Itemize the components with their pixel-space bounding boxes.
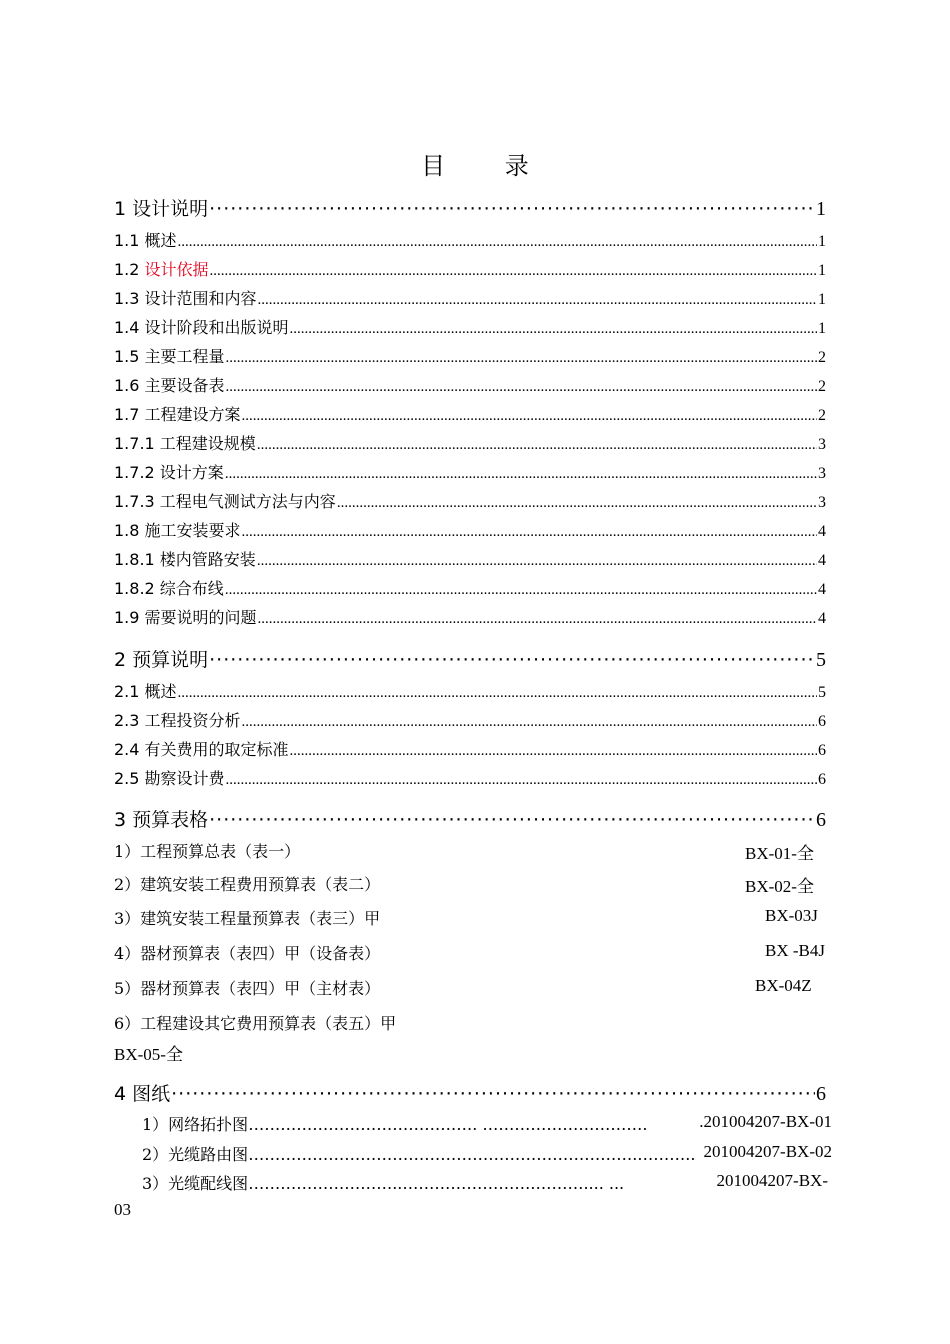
toc-entry-1-8[interactable] xyxy=(114,518,826,541)
toc-entry-label: 1.8.2 综合布线 xyxy=(114,579,224,598)
dot-leader xyxy=(225,466,817,483)
budget-table-code: BX -B4J xyxy=(765,941,825,960)
toc-page-number: 4 xyxy=(818,552,826,569)
toc-entry-label: 1.8.1 楼内管路安装 xyxy=(114,550,256,569)
toc-page-number: 6 xyxy=(818,713,826,730)
drawing-code-continued: 03 xyxy=(114,1200,131,1219)
toc-entry-1-6[interactable] xyxy=(114,373,826,396)
budget-table-entry[interactable] xyxy=(114,941,844,964)
toc-page-number: 6 xyxy=(818,771,826,788)
dot-leader xyxy=(178,685,817,702)
toc-page-number: 4 xyxy=(818,610,826,627)
budget-table-label: 1）工程预算总表（表一） xyxy=(114,842,301,861)
toc-page-number: 2 xyxy=(818,349,826,366)
toc-entry-4[interactable] xyxy=(114,1079,826,1106)
toc-entry-label: 1.1 概述 xyxy=(114,231,177,250)
budget-table-entry[interactable] xyxy=(114,839,844,862)
toc-entry-label: 2.5 勘察设计费 xyxy=(114,769,225,788)
toc-entry-1-9[interactable] xyxy=(114,605,826,628)
budget-table-label: 5）器材预算表（表四）甲（主材表） xyxy=(114,979,381,998)
toc-page-number: 6 xyxy=(816,1083,826,1105)
toc-entry-highlighted-text: 设计依据 xyxy=(144,260,209,279)
budget-table-code: BX-02-全 xyxy=(745,877,814,896)
toc-entry-label: 1.7 工程建设方案 xyxy=(114,405,241,424)
toc-page-number: 1 xyxy=(818,320,826,337)
toc-entry-1-7-2[interactable] xyxy=(114,460,826,483)
toc-page-number: 3 xyxy=(818,436,826,453)
toc-entry-2[interactable] xyxy=(114,645,826,672)
toc-entry-label: 2.4 有关费用的取定标准 xyxy=(114,740,289,759)
drawing-code: .201004207-BX-01 xyxy=(699,1112,832,1131)
budget-table-code: BX-04Z xyxy=(755,976,812,995)
toc-entry-label: 2.1 概述 xyxy=(114,682,177,701)
budget-table-label: 3）建筑安装工程量预算表（表三）甲 xyxy=(114,909,381,928)
toc-entry-label: 1 设计说明 xyxy=(114,198,209,220)
toc-entry-label: 1.9 需要说明的问题 xyxy=(114,608,257,627)
toc-entry-1-7[interactable] xyxy=(114,402,826,425)
dot-leader xyxy=(178,234,817,251)
toc-entry-label: 2 预算说明 xyxy=(114,649,209,671)
budget-table-code: BX-03J xyxy=(765,906,818,925)
toc-entry-1-2[interactable] xyxy=(114,257,826,280)
dot-leader xyxy=(242,408,817,425)
toc-page-number: 3 xyxy=(818,465,826,482)
toc-entry-1-8-1[interactable] xyxy=(114,547,826,570)
budget-table-code: BX-05-全 xyxy=(114,1045,183,1064)
budget-table-entry[interactable] xyxy=(114,1011,844,1034)
toc-entry-1-7-3[interactable] xyxy=(114,489,826,512)
toc-entry-3[interactable] xyxy=(114,805,826,832)
dot-leader xyxy=(258,292,817,309)
dot-leader xyxy=(209,809,815,831)
toc-entry-label: 2.3 工程投资分析 xyxy=(114,711,241,730)
drawing-label: 3）光缆配线图 xyxy=(142,1174,249,1193)
dot-leader xyxy=(226,350,817,367)
budget-table-entry[interactable] xyxy=(114,906,844,929)
toc-entry-1-5[interactable] xyxy=(114,344,826,367)
dot-leader xyxy=(210,263,817,280)
dot-leader xyxy=(337,495,817,512)
budget-table-code: BX-01-全 xyxy=(745,844,814,863)
dot-leader xyxy=(209,649,815,671)
toc-entry-label: 1.5 主要工程量 xyxy=(114,347,225,366)
toc-entry-2-3[interactable] xyxy=(114,708,826,731)
budget-table-entry[interactable] xyxy=(114,872,844,895)
toc-page-number: 4 xyxy=(818,581,826,598)
drawing-code: 201004207-BX-02 xyxy=(703,1142,832,1161)
page-title: 目 录 xyxy=(421,152,555,180)
toc-page-number: 3 xyxy=(818,494,826,511)
dot-leader xyxy=(226,772,817,789)
dot-leader xyxy=(290,321,817,338)
toc-entry-label xyxy=(114,257,209,280)
toc-entry-1[interactable] xyxy=(114,194,826,221)
drawing-label: 1）网络拓扑图 xyxy=(142,1115,249,1134)
toc-page-number: 1 xyxy=(816,198,826,220)
dot-leader xyxy=(171,1083,815,1105)
dot-leader xyxy=(242,714,817,731)
budget-table-label: 4）器材预算表（表四）甲（设备表） xyxy=(114,944,381,963)
toc-page-number: 5 xyxy=(816,649,826,671)
toc-page-number: 1 xyxy=(818,233,826,250)
toc-entry-1-3[interactable] xyxy=(114,286,826,309)
toc-entry-label: 1.4 设计阶段和出版说明 xyxy=(114,318,289,337)
toc-entry-2-4[interactable] xyxy=(114,737,826,760)
dot-leader xyxy=(258,611,817,628)
dot-leader: ……………………………………………………………….……….. xyxy=(248,1145,696,1164)
toc-entry-label: 1.7.1 工程建设规模 xyxy=(114,434,256,453)
budget-table-label: 6）工程建设其它费用预算表（表五）甲 xyxy=(114,1014,397,1033)
dot-leader: ………………………..…………………….……….... ... xyxy=(248,1174,625,1193)
toc-page-number: 2 xyxy=(818,378,826,395)
budget-table-entry[interactable] xyxy=(114,976,844,999)
toc-page-number: 2 xyxy=(818,407,826,424)
toc-page-number: 6 xyxy=(818,742,826,759)
drawing-entry[interactable] xyxy=(142,1171,828,1194)
toc-entry-label: 1.7.3 工程电气测试方法与内容 xyxy=(114,492,336,511)
drawing-code: 201004207-BX- xyxy=(716,1171,828,1190)
dot-leader xyxy=(226,379,817,396)
toc-page-number: 4 xyxy=(818,523,826,540)
toc-entry-label: 3 预算表格 xyxy=(114,809,209,831)
toc-entry-2-1[interactable] xyxy=(114,679,826,702)
drawing-label: 2）光缆路由图 xyxy=(142,1145,249,1164)
toc-entry-label: 1.8 施工安装要求 xyxy=(114,521,241,540)
dot-leader xyxy=(257,553,817,570)
toc-page-number: 1 xyxy=(818,291,826,308)
toc-page-number: 5 xyxy=(818,684,826,701)
toc-page-number: 1 xyxy=(818,262,826,279)
toc-entry-2-5[interactable] xyxy=(114,766,826,789)
toc-entry-label: 1.6 主要设备表 xyxy=(114,376,225,395)
toc-entry-1-4[interactable] xyxy=(114,315,826,338)
toc-entry-1-8-2[interactable] xyxy=(114,576,826,599)
toc-page-number: 6 xyxy=(816,809,826,831)
budget-table-label: 2）建筑安装工程费用预算表（表二） xyxy=(114,875,381,894)
dot-leader: ……………………………………. …………………………. xyxy=(248,1115,648,1134)
toc-entry-1-1[interactable] xyxy=(114,228,826,251)
dot-leader xyxy=(209,198,815,220)
dot-leader xyxy=(290,743,817,760)
drawing-entry[interactable] xyxy=(142,1112,832,1135)
toc-entry-label: 1.3 设计范围和内容 xyxy=(114,289,257,308)
dot-leader xyxy=(242,524,817,541)
toc-entry-label: 4 图纸 xyxy=(114,1083,171,1105)
toc-entry-1-7-1[interactable] xyxy=(114,431,826,454)
toc-entry-number: 1.2 xyxy=(114,260,145,279)
toc-entry-label: 1.7.2 设计方案 xyxy=(114,463,224,482)
dot-leader xyxy=(225,582,817,599)
dot-leader xyxy=(257,437,817,454)
drawing-entry[interactable] xyxy=(142,1142,832,1165)
